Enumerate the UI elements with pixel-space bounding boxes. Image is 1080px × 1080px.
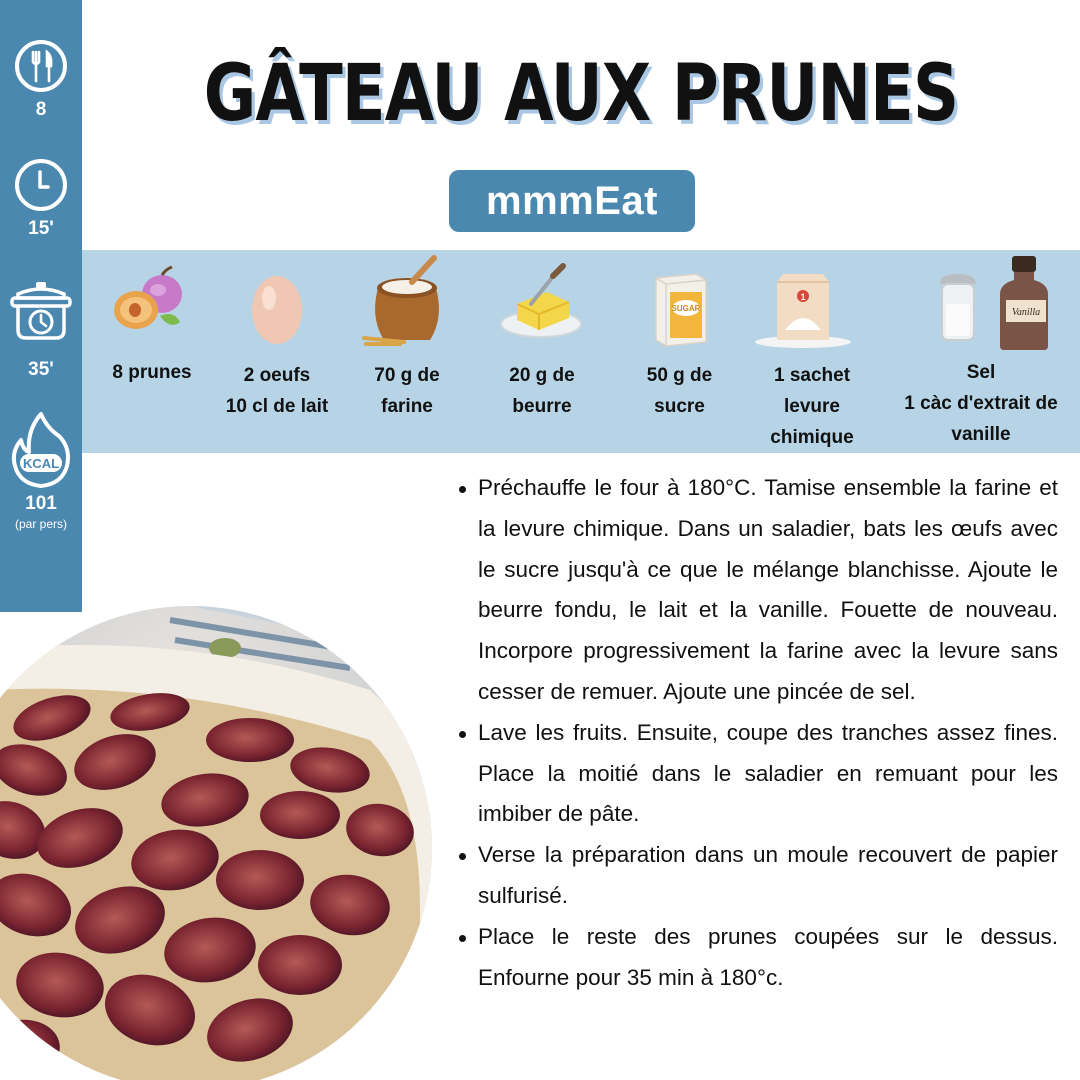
ingredient-label: 50 g de sucre <box>646 365 713 417</box>
ingredient-plums <box>100 250 204 453</box>
prep-time-info <box>0 157 82 240</box>
plum-half <box>260 791 340 839</box>
step-item: Lave les fruits. Ensuite, coupe des tranches assez fines. Place la moitié dans le saladier en remuant pour les imbiber de pâte. <box>478 713 1058 835</box>
vanilla-bottle-label: Vanilla <box>1011 307 1041 318</box>
step-item: Place le reste des prunes coupées sur le dessus. Enfourne pour 35 min à 180°c. <box>478 917 1058 999</box>
plum-icon <box>108 264 198 344</box>
ingredient-label: 20 g de beurre <box>509 365 575 417</box>
ingredient-flour <box>352 250 462 453</box>
brand-logo: mmmEat <box>449 170 695 232</box>
ingredient-butter <box>482 250 602 453</box>
plum-cake-photo <box>0 568 432 1080</box>
ingredients-band <box>82 250 1080 453</box>
ingredient-label: 2 oeufs 10 cl de lait <box>225 365 329 417</box>
step-item: Verse la préparation dans un moule recouvert de papier sulfurisé. <box>478 835 1058 917</box>
ingredient-baking-powder <box>747 250 877 453</box>
fork-knife-icon <box>13 38 69 94</box>
step-item: Préchauffe le four à 180°C. Tamise ensemble la farine et la levure chimique. Dans un saladier, bats les œufs avec le sucre jusqu'à ce que le mélange blanchisse. Ajoute le beurre fondu, le lait et la vanille. Fouette de nouveau. Incorpore progressivement la farine avec la levure sans cesser de remuer. Ajoute une pincée de sel. <box>478 468 1058 713</box>
servings-info <box>0 38 82 121</box>
ingredient-label: 1 sachet levure chimique <box>770 365 854 448</box>
servings-value: 8 <box>35 99 47 120</box>
ingredient-label: 8 prunes <box>112 362 192 383</box>
kcal-badge-label: KCAL <box>22 456 60 471</box>
calories-value: 101 <box>25 493 57 514</box>
plum-half <box>206 718 294 762</box>
clock-icon <box>13 157 69 213</box>
cook-time-info <box>0 280 82 381</box>
cooker-icon <box>8 280 74 346</box>
plum-half <box>216 850 304 910</box>
prep-time-value: 15' <box>28 218 54 239</box>
ingredient-label: Sel 1 càc d'extrait de vanille <box>904 362 1058 445</box>
recipe-info-sidebar <box>0 0 82 612</box>
ingredient-eggs-milk <box>212 250 342 453</box>
plum-half <box>258 935 342 995</box>
instruction-steps <box>478 468 1058 998</box>
butter-icon <box>497 260 587 346</box>
flour-sack-icon <box>360 252 454 350</box>
recipe-title: GÂTEAU AUX PRUNES <box>203 49 959 139</box>
sugar-box-label: SUGAR <box>671 304 701 313</box>
salt-vanilla-icon <box>930 254 1060 354</box>
ingredient-label: 70 g de farine <box>374 365 440 417</box>
flame-kcal-icon <box>10 410 72 488</box>
egg-icon <box>247 264 307 348</box>
ingredient-sugar <box>622 250 737 453</box>
plum-cake-image <box>0 568 432 1080</box>
calories-info <box>0 410 82 531</box>
calories-unit: (par pers) <box>14 517 67 531</box>
cook-time-value: 35' <box>28 359 54 380</box>
ingredient-salt-vanilla <box>882 250 1080 453</box>
svg-text:1: 1 <box>800 292 806 302</box>
baking-powder-icon <box>753 266 857 350</box>
sugar-box-icon <box>648 268 712 348</box>
